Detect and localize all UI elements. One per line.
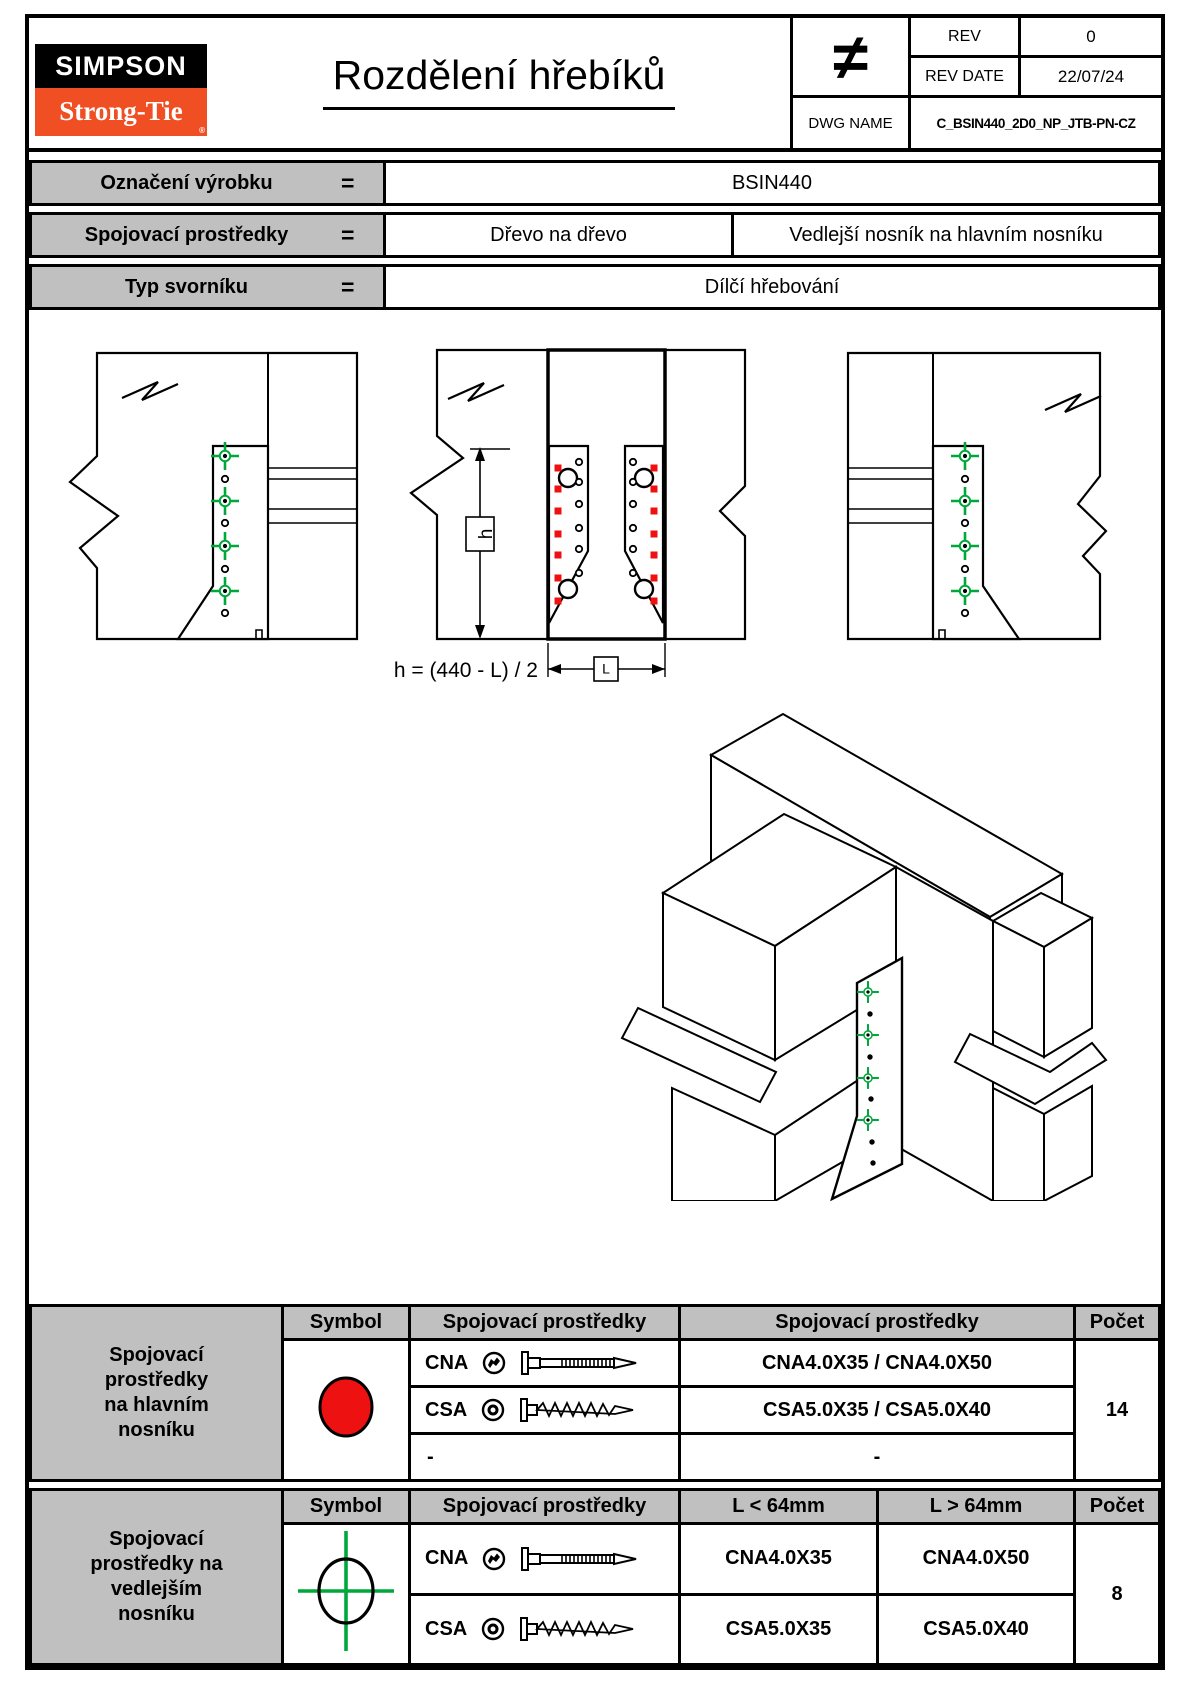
dwg-name-value: C_BSIN440_2D0_NP_JTB-PN-CZ: [936, 115, 1136, 131]
fastener-type-cell: -: [410, 1434, 680, 1481]
fastener-value: CSA5.0X35 / CSA5.0X40: [680, 1387, 1075, 1434]
fastener-short-value: CNA4.0X35: [680, 1524, 878, 1595]
cna-head-icon: [482, 1351, 506, 1375]
side-view-left: [60, 346, 370, 646]
fastener-code: CSA: [425, 1398, 468, 1421]
param-label: Označení výrobku: [100, 171, 273, 194]
fastener-code: CSA: [425, 1617, 468, 1640]
h-formula: h = (440 - L) / 2: [393, 659, 538, 682]
rev-date-value: 22/07/24: [1021, 58, 1161, 98]
fastener-tables: [29, 1304, 1161, 1666]
rev-label: REV: [911, 18, 1021, 58]
csa-head-icon: [481, 1617, 505, 1641]
csa-screw-icon: [519, 1397, 641, 1423]
main-beam-fastener-table: [29, 1304, 1161, 1482]
l-dim-label: L: [602, 660, 610, 677]
parameter-rows: [29, 152, 1161, 316]
param-row-product: [29, 160, 1161, 206]
title-block: [29, 18, 1161, 152]
logo-simpson: SIMPSON: [35, 44, 207, 88]
equals-sign: =: [341, 221, 355, 248]
fastener-value: CNA4.0X35 / CNA4.0X50: [680, 1340, 1075, 1387]
fastener-type-cell: [410, 1340, 680, 1387]
main-beam-nail-symbol: [283, 1340, 410, 1481]
param-value: Dílčí hřebování: [704, 275, 840, 298]
csa-head-icon: [481, 1398, 505, 1422]
column-header-symbol: Symbol: [283, 1306, 410, 1340]
h-dim-label: h: [476, 528, 498, 540]
column-header-count: Počet: [1075, 1490, 1160, 1524]
fastener-code: CNA: [425, 1547, 469, 1570]
page-title: Rozdělení hřebíků: [323, 52, 676, 110]
cna-nail-icon: [520, 1350, 642, 1376]
page-title-wrap: [239, 52, 759, 110]
param-label: Spojovací prostředky: [84, 223, 289, 246]
logo-strongtie: Strong-Tie ®: [35, 88, 207, 136]
cna-nail-icon: [520, 1546, 642, 1572]
param-row-fasteners: [29, 212, 1161, 258]
column-header-count: Počet: [1075, 1306, 1160, 1340]
simpson-strongtie-logo: [35, 44, 207, 136]
red-circle-icon: [313, 1372, 379, 1442]
param-value: Vedlejší nosník na hlavním nosníku: [731, 215, 1158, 255]
front-view: [340, 321, 760, 691]
column-header-fasteners: Spojovací prostředky: [410, 1306, 680, 1340]
param-value: Dřevo na dřevo: [490, 223, 627, 246]
side-view-right: [765, 346, 1110, 646]
fastener-code: CNA: [425, 1351, 469, 1374]
not-equal-icon: ≠: [793, 18, 911, 98]
table-row-label: Spojovací prostředky na hlavním nosníku: [31, 1306, 283, 1481]
column-header-symbol: Symbol: [283, 1490, 410, 1524]
fastener-short-value: CSA5.0X35: [680, 1594, 878, 1665]
fastener-count: 8: [1075, 1524, 1160, 1665]
drawing-sheet: [25, 14, 1165, 1670]
param-label: Typ svorníku: [125, 275, 248, 298]
revision-table: [790, 18, 1161, 148]
column-header-fasteners: Spojovací prostředky: [410, 1490, 680, 1524]
fastener-type-cell: [410, 1594, 680, 1665]
drawing-area: [29, 316, 1161, 1304]
main-beam-front-3d: [896, 867, 993, 1201]
fastener-long-value: CSA5.0X40: [878, 1594, 1075, 1665]
green-crosshair-icon: [290, 1525, 402, 1657]
table-row-label: Spojovací prostředky na vedlejším nosníku: [31, 1490, 283, 1665]
fastener-type-cell: [410, 1387, 680, 1434]
dwg-name-label: DWG NAME: [793, 98, 911, 148]
registered-mark: ®: [199, 126, 205, 135]
fastener-type-cell: [410, 1524, 680, 1595]
csa-screw-icon: [519, 1616, 641, 1642]
param-row-bolt-type: [29, 264, 1161, 310]
fastener-value: -: [680, 1434, 1075, 1481]
secondary-beam-fastener-table: [29, 1488, 1161, 1666]
column-header-fasteners2: Spojovací prostředky: [680, 1306, 1075, 1340]
fastener-count: 14: [1075, 1340, 1160, 1481]
equals-sign: =: [341, 273, 355, 300]
column-header-short: L < 64mm: [680, 1490, 878, 1524]
param-value: BSIN440: [731, 171, 813, 194]
isometric-view: [580, 656, 1115, 1201]
equals-sign: =: [341, 169, 355, 196]
rev-date-label: REV DATE: [911, 58, 1021, 98]
fastener-long-value: CNA4.0X50: [878, 1524, 1075, 1595]
rev-value: 0: [1021, 18, 1161, 58]
column-header-long: L > 64mm: [878, 1490, 1075, 1524]
secondary-beam-nail-symbol: [283, 1524, 410, 1665]
cna-head-icon: [482, 1547, 506, 1571]
